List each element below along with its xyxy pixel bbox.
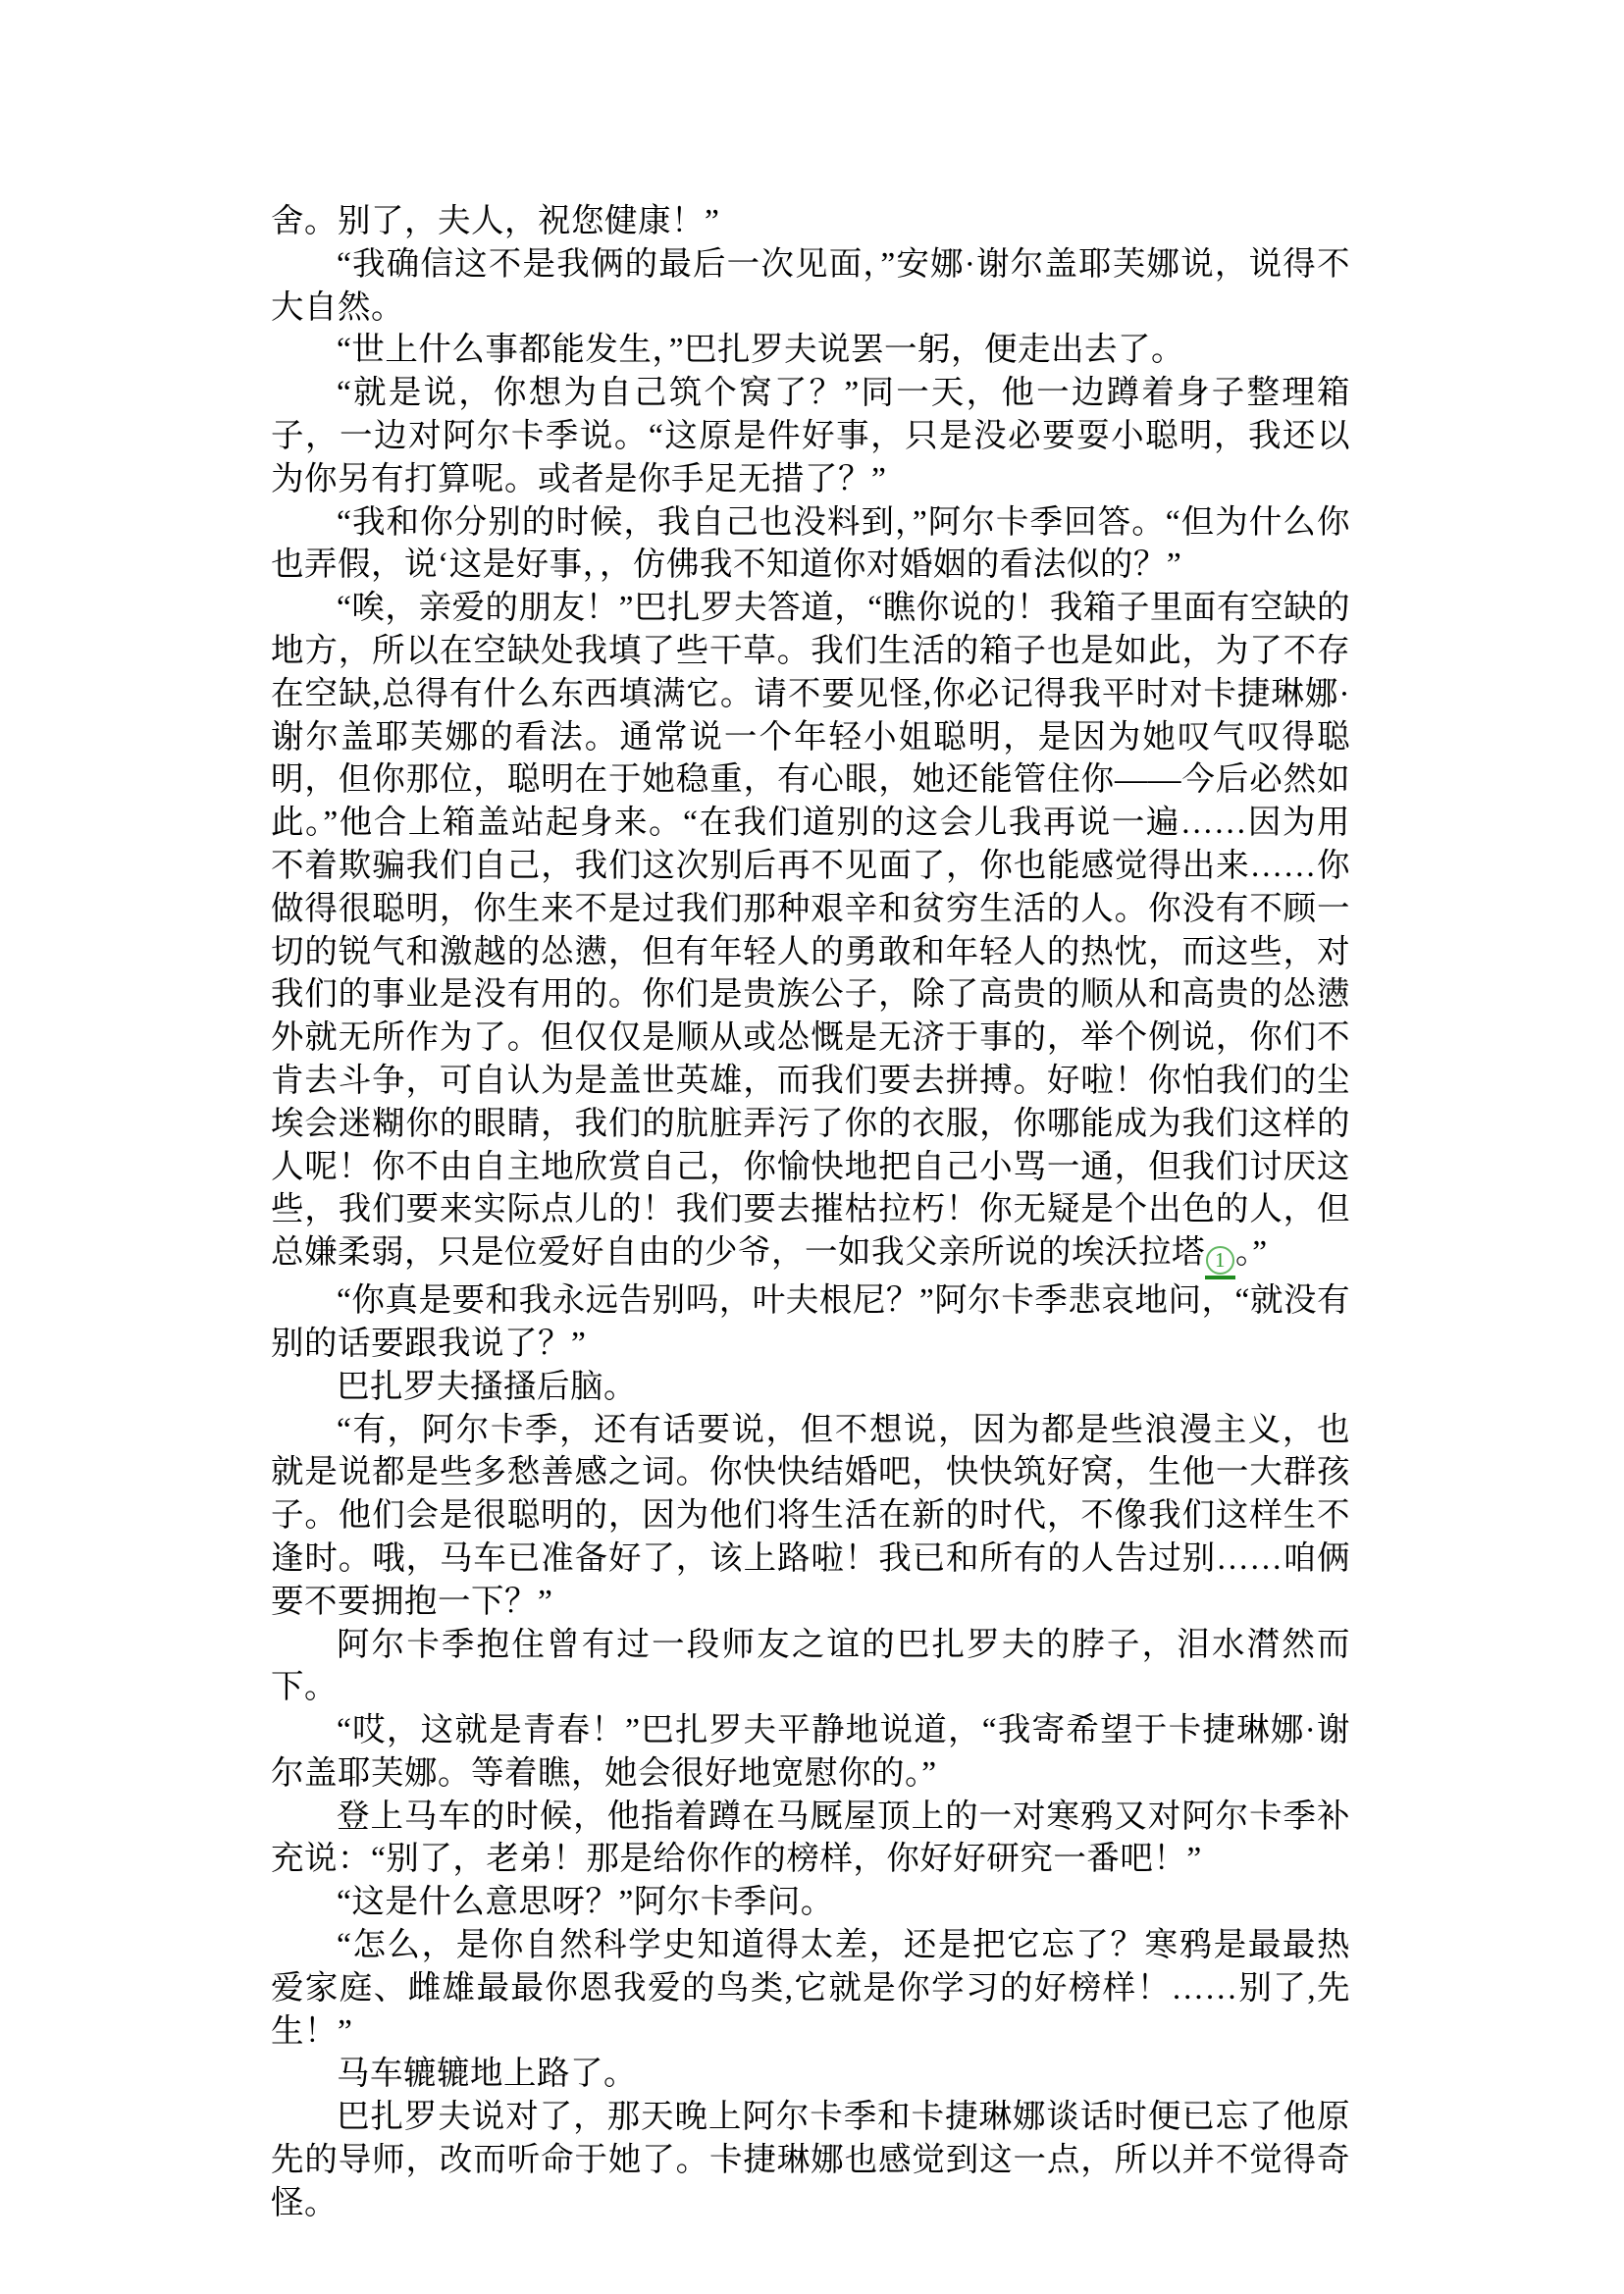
paragraph: “哎，这就是青春！”巴扎罗夫平静地说道，“我寄希望于卡捷琳娜·谢尔盖耶芙娜。等着瞧，她会很好地宽慰你的。” (271, 1712, 1350, 1792)
paragraph: 巴扎罗夫说对了，那天晚上阿尔卡季和卡捷琳娜谈话时便已忘了他原先的导师，改而听命于她了。卡捷琳娜也感觉到这一点，所以并不觉得奇怪。 (271, 2099, 1350, 2221)
paragraph: 巴扎罗夫搔搔后脑。 (337, 1368, 637, 1405)
paragraph: “你真是要和我永远告别吗，叶夫根尼？”阿尔卡季悲哀地问，“就没有别的话要跟我说了？” (271, 1282, 1350, 1362)
paragraph: 马车辘辘地上路了。 (337, 2056, 637, 2093)
paragraph (271, 587, 1350, 1279)
paragraph: “我确信这不是我俩的最后一次见面，”安娜·谢尔盖耶芙娜说，说得不大自然。 (271, 245, 1350, 326)
paragraph: “有，阿尔卡季，还有话要说，但不想说，因为都是些浪漫主义，也就是说都是些多愁善感之词。你快快结婚吧，快快筑好窝，生他一大群孩子。他们会是很聪明的，因为他们将生活在新的时代，不像我们这样生不逢时。哦，马车已准备好了，该上路啦！我已和所有的人告过别……咱俩要不要拥抱一下？” (271, 1411, 1350, 1620)
paragraph: 舍。别了，夫人，祝您健康！” (271, 203, 720, 239)
paragraph: “我和你分别的时候，我自己也没料到，”阿尔卡季回答。“但为什么你也弄假，说‘这是好事，，仿佛我不知道你对婚姻的看法似的？” (271, 503, 1350, 584)
paragraph: “世上什么事都能发生，”巴扎罗夫说罢一躬，便走出去了。 (337, 332, 1184, 369)
text-block (271, 200, 1350, 2225)
paragraph: “怎么，是你自然科学史知道得太差，还是把它忘了？寒鸦是最最热爱家庭、雌雄最最你恩我爱的鸟类,它就是你学习的好榜样！……别了,先生！” (271, 1927, 1350, 2050)
paragraph: “就是说，你想为自己筑个窝了？”同一天，他一边蹲着身子整理箱子，一边对阿尔卡季说。“这原是件好事，只是没必要耍小聪明，我还以为你另有打算呢。或者是你手足无措了？” (271, 375, 1350, 497)
paragraph: 登上马车的时候，他指着蹲在马厩屋顶上的一对寒鸦又对阿尔卡季补充说：“别了，老弟！那是给你作的榜样，你好好研究一番吧！” (271, 1798, 1350, 1878)
paragraph-text: 。” (1235, 1234, 1268, 1272)
paragraph: 阿尔卡季抱住曾有过一段师友之谊的巴扎罗夫的脖子，泪水潸然而下。 (271, 1626, 1350, 1706)
footnote-marker[interactable] (1205, 1246, 1235, 1279)
footnote-number: 1 (1206, 1246, 1234, 1275)
paragraph: “这是什么意思呀？”阿尔卡季问。 (337, 1884, 834, 1921)
paragraph-text: “唉，亲爱的朋友！”巴扎罗夫答道，“瞧你说的！我箱子里面有空缺的地方，所以在空缺处我填了些干草。我们生活的箱子也是如此，为了不存在空缺,总得有什么东西填满它。请不要见怪,你必记得我平时对卡捷琳娜·谢尔盖耶芙娜的看法。通常说一个年轻小姐聪明，是因为她叹气叹得聪明，但你那位，聪明在于她稳重，有心眼，她还能管住你——今后必然如此。”他合上箱盖站起身来。“在我们道别的这会儿我再说一遍……因为用不着欺骗我们自己，我们这次别后再不见面了，你也能感觉得出来……你做得很聪明，你生来不是过我们那种艰辛和贫穷生活的人。你没有不顾一切的锐气和激越的怂懑，但有年轻人的勇敢和年轻人的热忱，而这些，对我们的事业是没有用的。你们是贵族公子，除了高贵的顺从和高贵的怂懑外就无所作为了。但仅仅是顺从或怂慨是无济于事的，举个例说，你们不肯去斗争，可自认为是盖世英雄，而我们要去拼搏。好啦！你怕我们的尘埃会迷糊你的眼睛，我们的肮脏弄污了你的衣服，你哪能成为我们这样的人呢！你不由自主地欣赏自己，你愉快地把自己小骂一通，但我们讨厌这些，我们要来实际点儿的！我们要去摧枯拉朽！你无疑是个出色的人，但总嫌柔弱，只是位爱好自由的少爷，一如我父亲所说的埃沃拉塔 (271, 590, 1350, 1272)
